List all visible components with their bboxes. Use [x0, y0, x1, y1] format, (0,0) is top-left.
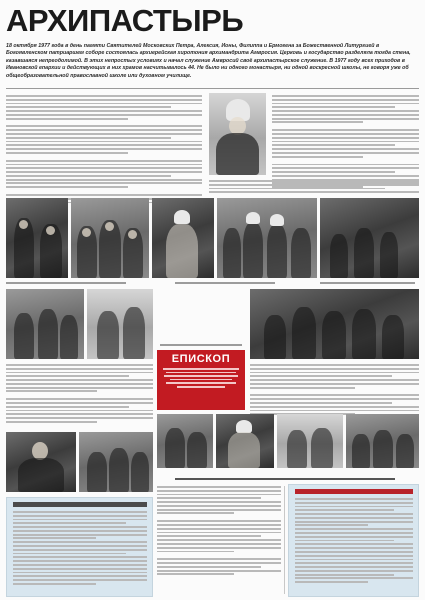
clergy-group-photo [71, 198, 149, 278]
body-column-upper-wide [209, 180, 419, 195]
altar-service-photo [250, 289, 419, 359]
cathedral-photo [320, 198, 419, 278]
body-column-mid-left [6, 364, 153, 425]
visit-photo [277, 414, 343, 468]
body-column-top-right [272, 95, 419, 190]
hierarchs-photo [217, 198, 317, 278]
photo-caption [320, 282, 415, 284]
elder-portrait-photo [6, 432, 76, 492]
body-column-top-left [6, 95, 202, 205]
section-heading [175, 478, 395, 480]
memoir-sidebar-right [288, 484, 419, 597]
sermon-photo [216, 414, 274, 468]
lead-divider [6, 88, 419, 89]
liturgy-photo [152, 198, 214, 278]
photo-caption [175, 282, 275, 284]
body-column-bottom-center [157, 486, 281, 577]
lead-paragraph: 18 октября 1977 года в день памяти Святителей Московских Петра, Алексия, Ионы, Филиппа и Ермогена за Божественной Литургией в Богоявленском патриаршем соборе состоялась архиерейская хиротония архимандрита Амвросия. Церковь и государство разделяла тогда стена, казавшаяся непреодолимой. В этих непростых условиях и начал служение Амвросий своё архипастырское служение. В 1977 году всех приходов в Ивановской епархии и действующих в них храмов насчитывалось 44. Не было ни одного монастыря, ни одной воскресной школы, не говоря уже об общеобразовательной православной школе или духовном училище. [6, 43, 411, 79]
headline: АРХИПАСТЫРЬ [6, 3, 244, 38]
meeting-photo [6, 289, 84, 359]
bishop-callout-box [157, 350, 245, 410]
group-portrait-photo [346, 414, 419, 468]
body-column-mid-right [250, 364, 419, 417]
bishop-with-clergy-photo [87, 289, 153, 359]
column-divider [284, 486, 285, 594]
photo-caption [6, 282, 126, 284]
callout-title: ЕПИСКОП [171, 353, 231, 365]
procession-photo [6, 198, 68, 278]
memoir-sidebar-left [6, 497, 153, 597]
blessing-photo [157, 414, 213, 468]
photo-caption [160, 344, 242, 346]
priests-photo [79, 432, 153, 492]
bishop-portrait-photo [209, 93, 266, 175]
